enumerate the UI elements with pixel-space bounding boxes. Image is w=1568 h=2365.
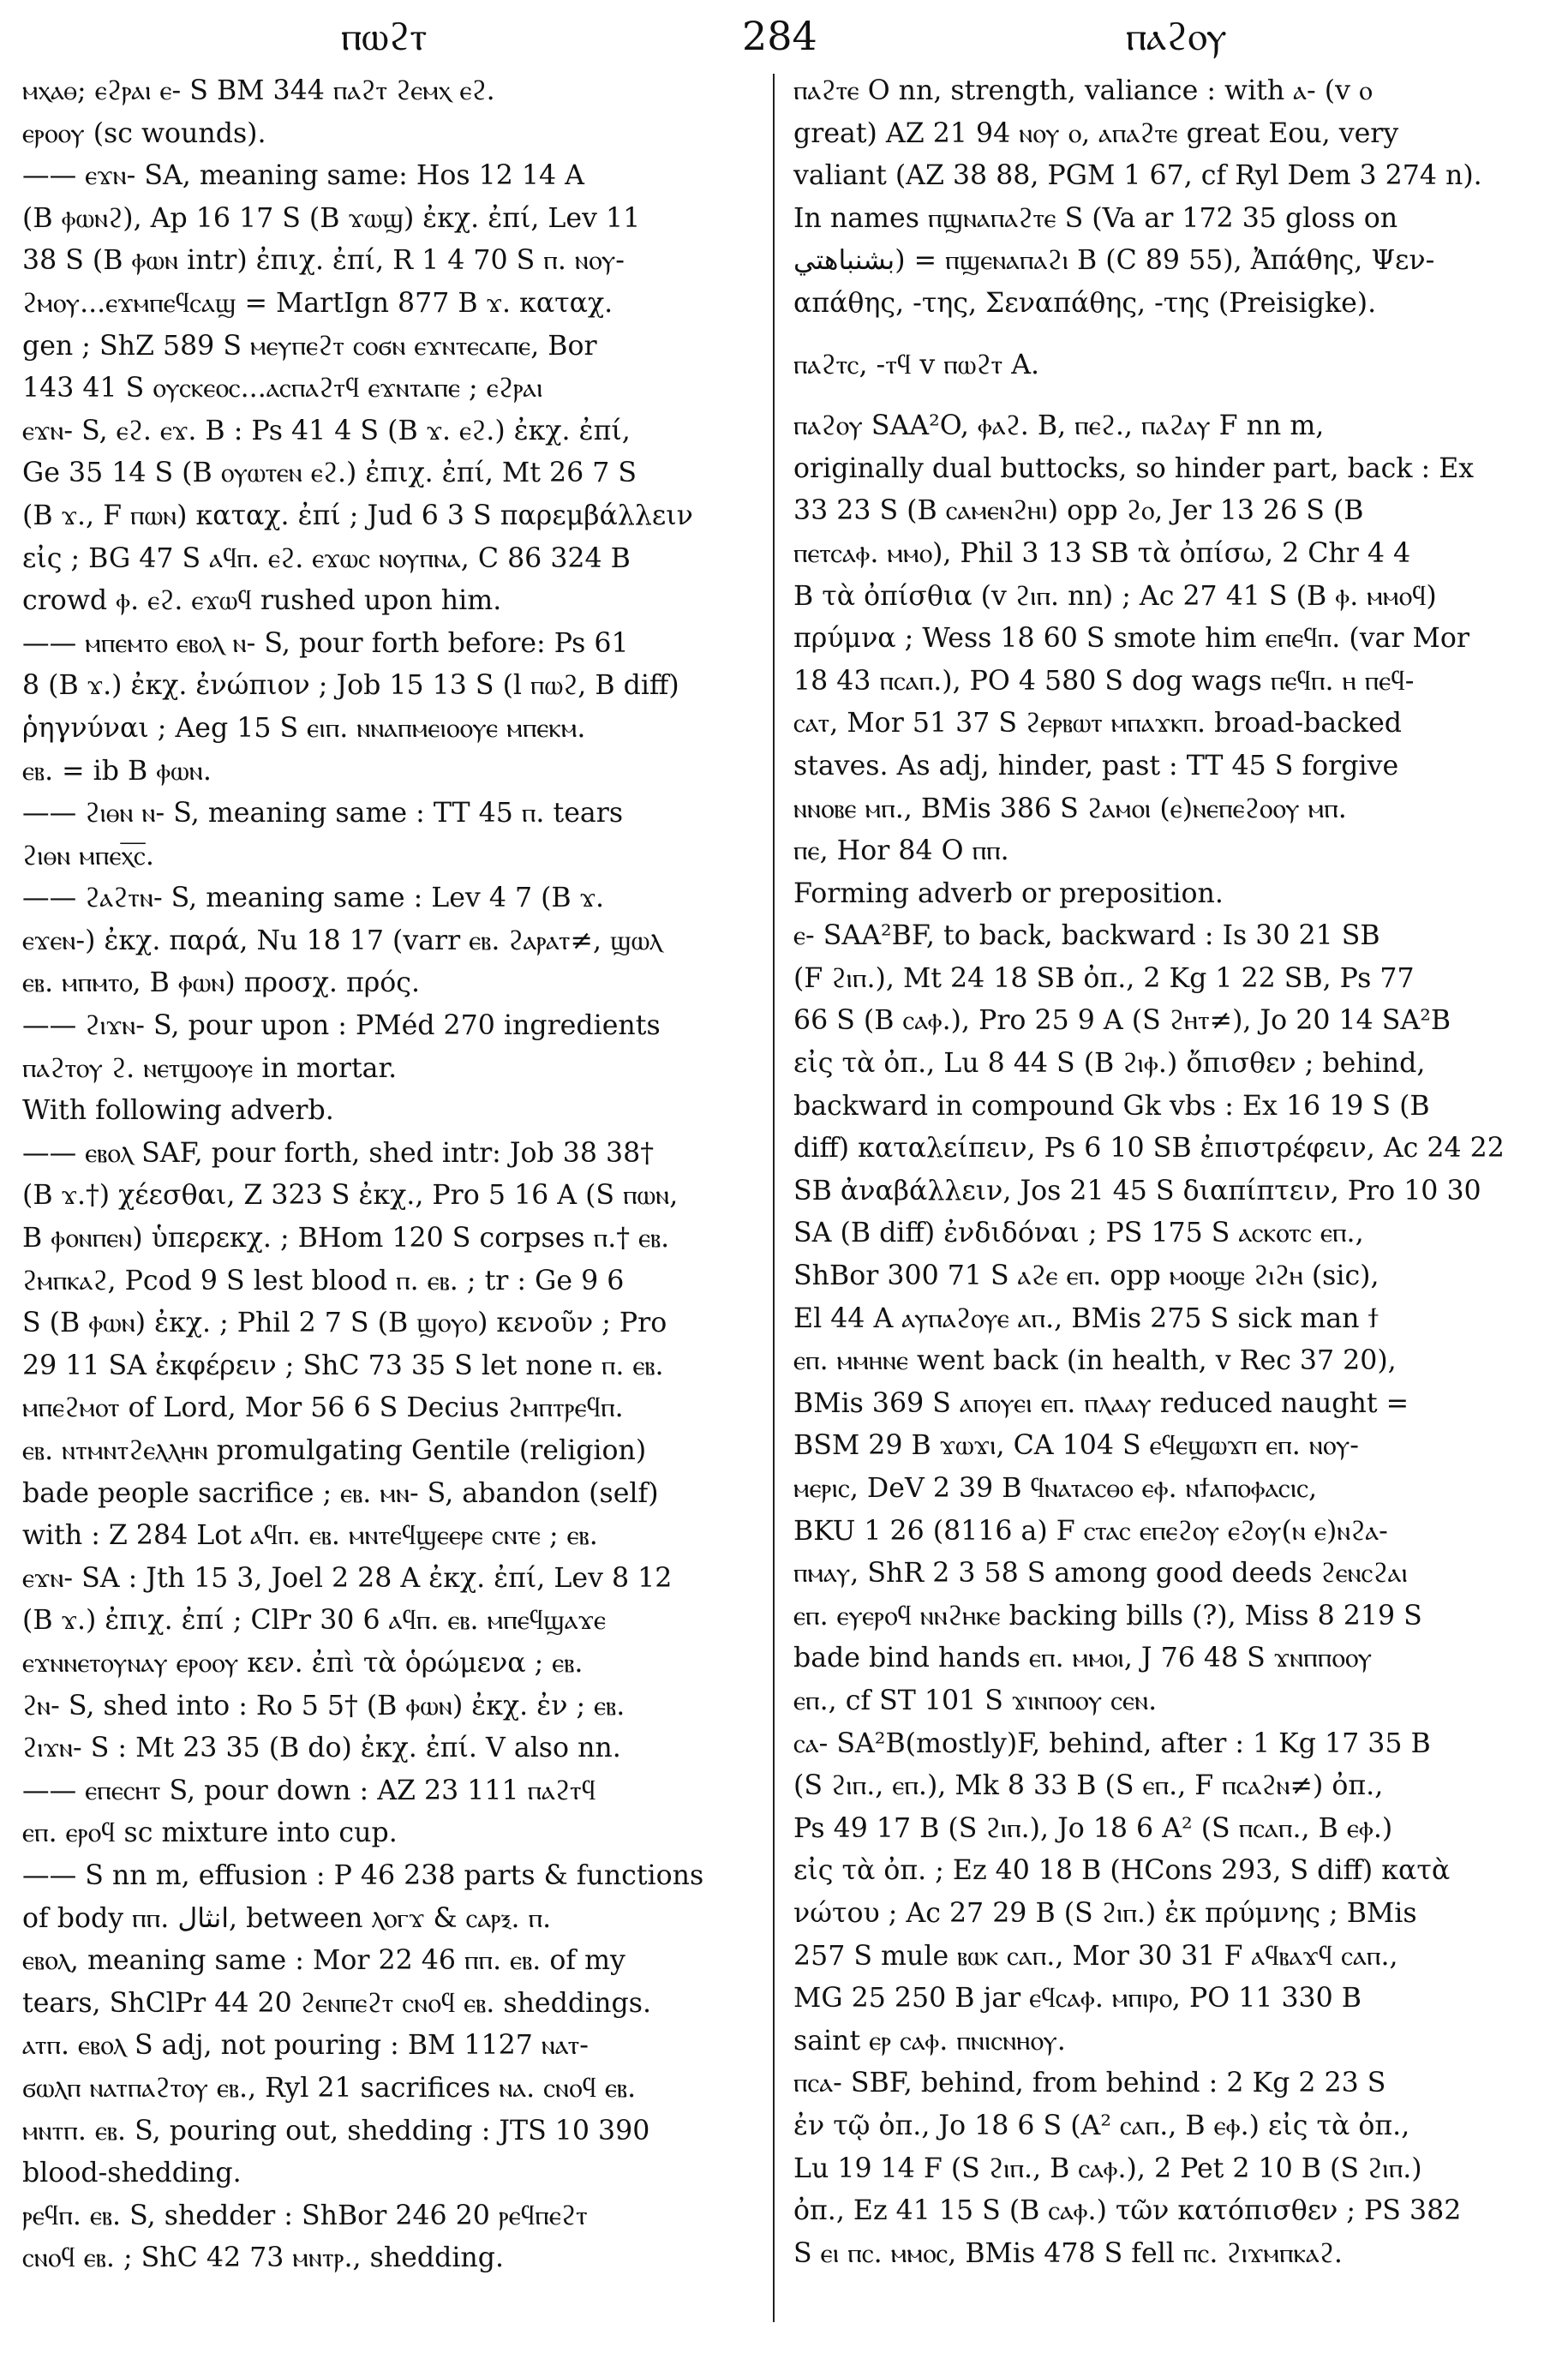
text-line: MG 25 250 B jar ⲉϥⲥⲁⲫ. ⲙⲡⲓⲣⲟ, PO 11 330 B xyxy=(793,1983,1362,2015)
text-line: valiant (AZ 38 88, PGM 1 67, cf Ryl Dem 3 274 n). xyxy=(793,160,1482,192)
text-line: with : Z 284 Lot ⲁϥⲡ. ⲉⲃ. ⲙⲛⲧⲉϥϣⲉⲉⲣⲉ ⲥⲛⲧⲉ ; ⲉⲃ. xyxy=(22,1520,598,1552)
text-line: ⲉⲡ. ⲉⲣⲟϥ sc mixture into cup. xyxy=(22,1817,398,1849)
text-line: ⲉⲣⲟⲟⲩ (sc wounds). xyxy=(22,117,266,149)
text-line: backward in compound Gk vbs : Ex 16 19 S (B xyxy=(793,1090,1430,1122)
text-line: ⲉⲃ. ⲛⲧⲙⲛⲧϩⲉⲗⲗⲏⲛ promulgating Gentile (religion) xyxy=(22,1435,647,1466)
text-line: —— ⲉⲡⲉⲥⲏⲧ S, pour down : AZ 23 111 ⲡⲁϩⲧϥ xyxy=(22,1775,596,1806)
text-line: ϩⲓⲑⲛ ⲙⲡⲉⲭ̅ⲥ̅. xyxy=(22,840,154,871)
text-line: ⲡⲁϩⲟⲩ SAA²O, ⲫⲁϩ. B, ⲡⲉϩ., ⲡⲁϩⲁⲩ F nn m, xyxy=(793,410,1325,442)
text-line: Forming adverb or preposition. xyxy=(793,877,1224,909)
text-line: ⲉⲃⲟⲗ, meaning same : Mor 22 46 ⲡⲡ. ⲉⲃ. of my xyxy=(22,1945,625,1977)
text-line: ⲛⲛⲟⲃⲉ ⲙⲡ., BMis 386 S ϩⲁⲙⲟⲓ (ⲉ)ⲛⲉⲡⲉϩⲟⲟⲩ ⲙⲡ. xyxy=(793,793,1347,824)
text-line: ἐν τῷ ὀπ., Jo 18 6 S (A² ⲥⲁⲡ., B ⲉⲫ.) εἰς τὰ ὀπ., xyxy=(793,2110,1410,2141)
text-line: (B ϫ., F ⲡⲱⲛ) καταχ. ἐπί ; Jud 6 3 S παρεμβάλλειν xyxy=(22,500,693,531)
text-line: ⲉⲡ. ⲙⲙⲏⲛⲉ went back (in health, v Rec 37 20), xyxy=(793,1345,1397,1377)
text-line: In names ⲡϣⲛⲁⲡⲁϩⲧⲉ S (Va ar 172 35 gloss on xyxy=(793,202,1398,234)
text-line: ϭⲱⲗⲡ ⲛⲁⲧⲡⲁϩⲧⲟⲩ ⲉⲃ., Ryl 21 sacrifices ⲛⲁ. ⲥⲛⲟϥ ⲉⲃ. xyxy=(22,2072,637,2104)
text-line: ⲙⲡⲉϩⲙⲟⲧ of Lord, Mor 56 6 S Decius ϩⲙⲡⲧⲣⲉϥⲡ. xyxy=(22,1392,624,1424)
running-head-right: ⲡⲁϩⲟⲩ xyxy=(1126,13,1227,59)
text-line: ⲡⲉⲧⲥⲁⲫ. ⲙⲙⲟ), Phil 3 13 SB τὰ ὀπίσω, 2 Chr 4 4 xyxy=(793,537,1411,569)
page-number: 284 xyxy=(742,13,817,59)
text-line: ⲙⲉⲣⲓⲥ, DeV 2 39 B ϥⲛⲁⲧⲁⲥⲑⲟ ⲉⲫ. ⲛϯⲁⲡⲟⲫⲁⲥⲓⲥ, xyxy=(793,1473,1318,1504)
text-line: BSM 29 B ϫⲱϫⲓ, CA 104 S ⲉϥⲉϣⲱϫⲡ ⲉⲡ. ⲛⲟⲩ- xyxy=(793,1430,1359,1462)
paragraph-gap xyxy=(793,386,1542,405)
text-line: ⲁⲧⲡ. ⲉⲃⲟⲗ S adj, not pouring : BM 1127 ⲛⲁⲧ- xyxy=(22,2030,589,2062)
text-line: Ps 49 17 B (S ϩⲓⲡ.), Jo 18 6 A² (S ⲡⲥⲁⲡ., B ⲉⲫ.) xyxy=(793,1812,1393,1844)
text-line: ⲡⲥⲁ- SBF, behind, from behind : 2 Kg 2 23 S xyxy=(793,2068,1386,2099)
text-line: νώτου ; Ac 27 29 B (S ϩⲓⲡ.) ἐκ πρύμνης ; BMis xyxy=(793,1897,1417,1929)
text-line: blood-shedding. xyxy=(22,2158,242,2189)
text-line: 33 23 S (B ⲥⲁⲙⲉⲛϩⲏⲓ) opp ϩⲟ, Jer 13 26 S (B xyxy=(793,495,1364,527)
text-line: ϩⲙⲡⲕⲁϩ, Pcod 9 S lest blood ⲡ. ⲉⲃ. ; tr : Ge 9 6 xyxy=(22,1265,625,1296)
text-line: crowd ⲫ. ⲉϩ. ⲉϫⲱϥ rushed upon him. xyxy=(22,585,502,617)
text-line: —— ϩⲓϫⲛ- S, pour upon : PMéd 270 ingredients xyxy=(22,1010,661,1042)
text-line: 257 S mule ⲃⲱⲕ ⲥⲁⲡ., Mor 30 31 F ⲁϥⲃⲁϫϥ ⲥⲁⲡ., xyxy=(793,1940,1398,1972)
text-line: Ge 35 14 S (B ⲟⲩⲱⲧⲉⲛ ⲉϩ.) ἐπιχ. ἐπί, Mt 26 7 S xyxy=(22,458,637,489)
right-column xyxy=(793,70,1542,2275)
text-line: εἰς τὰ ὀπ. ; Ez 40 18 B (HCons 293, S diff) κατὰ xyxy=(793,1855,1451,1887)
text-line: ⲉϫⲛⲛⲉⲧⲟⲩⲛⲁⲩ ⲉⲣⲟⲟⲩ κεν. ἐπὶ τὰ ὁρώμενα ; ⲉⲃ. xyxy=(22,1647,584,1679)
text-line: 66 S (B ⲥⲁⲫ.), Pro 25 9 A (S ϩⲏⲧ≠), Jo 20 14 SA²B xyxy=(793,1005,1451,1037)
text-line: ⲡⲁϩⲧⲥ, -ⲧϥ v ⲡⲱϩⲧ A. xyxy=(793,349,1040,380)
text-line: —— ⲙⲡⲉⲙⲧⲟ ⲉⲃⲟⲗ ⲛ- S, pour forth before: Ps 61 xyxy=(22,627,629,659)
text-line: 29 11 SA ἐκφέρειν ; ShC 73 35 S let none ⲡ. ⲉⲃ. xyxy=(22,1350,664,1381)
text-line: originally dual buttocks, so hinder part, back : Ex xyxy=(793,452,1475,484)
text-line: S ⲉⲓ ⲡⲥ. ⲙⲙⲟⲥ, BMis 478 S fell ⲡⲥ. ϩⲓϫⲙⲡⲕⲁϩ. xyxy=(793,2237,1343,2269)
text-line: ⲣⲉϥⲡ. ⲉⲃ. S, shedder : ShBor 246 20 ⲣⲉϥⲡⲉϩⲧ xyxy=(22,2200,588,2231)
text-line: —— S nn m, effusion : P 46 238 parts & functions xyxy=(22,1859,704,1891)
text-line: staves. As adj, hinder, past : TT 45 S forgive xyxy=(793,750,1399,781)
text-line: gen ; ShZ 589 S ⲙⲉⲩⲡⲉϩⲧ ⲥⲟϭⲛ ⲉϫⲛⲧⲉⲥⲁⲡⲉ, Bor xyxy=(22,330,597,362)
text-line: B ⲫⲟⲛⲡⲉⲛ) ὑπερεκχ. ; BHom 120 S corpses ⲡ.† ⲉⲃ. xyxy=(22,1223,670,1254)
text-line: bade bind hands ⲉⲡ. ⲙⲙⲟⲓ, J 76 48 S ϫⲛⲡⲡⲟⲟⲩ xyxy=(793,1643,1373,1674)
text-line: ⲥⲁ- SA²B(mostly)F, behind, after : 1 Kg 17 35 B xyxy=(793,1727,1431,1759)
text-line: S (B ⲫⲱⲛ) ἐκχ. ; Phil 2 7 S (B ϣⲟⲩⲟ) κενοῦν ; Pro xyxy=(22,1308,667,1339)
text-line: ϩⲛ- S, shed into : Ro 5 5† (B ⲫⲱⲛ) ἐκχ. ἐν ; ⲉⲃ. xyxy=(22,1690,625,1721)
text-line: BKU 1 26 (8116 a) F ⲥⲧⲁⲥ ⲉⲡⲉϩⲟⲩ ⲉϩⲟⲩ(ⲛ ⲉ)ⲛϩⲁ- xyxy=(793,1515,1388,1547)
text-line: —— ⲉϫⲛ- SA, meaning same: Hos 12 14 A xyxy=(22,160,584,192)
text-line: ὀπ., Ez 41 15 S (B ⲥⲁⲫ.) τῶν κατόπισθεν ; PS 382 xyxy=(793,2195,1462,2227)
text-line: ϩⲙⲟⲩ...ⲉϫⲙⲡⲉϥⲥⲁϣ = MartIgn 877 B ϫ. καταχ. xyxy=(22,287,613,319)
text-line: —— ϩⲓⲑⲛ ⲛ- S, meaning same : TT 45 ⲡ. tears xyxy=(22,798,624,829)
text-line: 143 41 S ⲟⲩⲥⲕⲉⲟⲥ...ⲁⲥⲡⲁϩⲧϥ ⲉϫⲛⲧⲁⲡⲉ ; ⲉϩⲣⲁⲓ xyxy=(22,373,543,404)
text-line: SA (B diff) ἐνδιδόναι ; PS 175 S ⲁⲥⲕⲟⲧⲥ ⲉⲡ., xyxy=(793,1218,1364,1249)
text-line: ⲉⲃ. ⲙⲡⲙⲧⲟ, B ⲫⲱⲛ) προσχ. πρός. xyxy=(22,967,421,999)
text-line: B τὰ ὀπίσθια (v ϩⲓⲡ. nn) ; Ac 27 41 S (B ⲫ. ⲙⲙⲟϥ) xyxy=(793,580,1437,612)
text-line: 38 S (B ⲫⲱⲛ intr) ἐπιχ. ἐπί, R 1 4 70 S ⲡ. ⲛⲟⲩ- xyxy=(22,245,625,277)
running-head-left: ⲡⲱϩⲧ xyxy=(341,13,428,59)
text-line: bade people sacrifice ; ⲉⲃ. ⲙⲛ- S, abandon (self) xyxy=(22,1477,659,1509)
text-line: ⲉ- SAA²BF, to back, backward : Is 30 21 SB xyxy=(793,920,1380,952)
text-line: diff) καταλείπειν, Ps 6 10 SB ἐπιστρέφειν, Ac 24 22 xyxy=(793,1133,1505,1165)
text-line: (B ϫ.) ἐπιχ. ἐπί ; ClPr 30 6 ⲁϥⲡ. ⲉⲃ. ⲙⲡⲉϥϣⲁϫⲉ xyxy=(22,1605,606,1637)
text-line: El 44 A ⲁⲩⲡⲁϩⲟⲩⲉ ⲁⲡ., BMis 275 S sick man ϯ xyxy=(793,1302,1379,1334)
text-line: great) AZ 21 94 ⲛⲟⲩ ⲟ, ⲁⲡⲁϩⲧⲉ great Eou, very xyxy=(793,117,1399,149)
column-divider xyxy=(773,74,775,2322)
text-line: ⲉⲃ. = ib B ⲫⲱⲛ. xyxy=(22,755,212,787)
text-line: —— ϩⲁϩⲧⲛ- S, meaning same : Lev 4 7 (B ϫ. xyxy=(22,883,605,914)
text-line: ϩⲓϫⲛ- S : Mt 23 35 (B do) ἐκχ. ἐπί. V also nn. xyxy=(22,1733,621,1764)
text-line: ῥηγνύναι ; Aeg 15 S ⲉⲓⲡ. ⲛⲛⲁⲡⲙⲉⲓⲟⲟⲩⲉ ⲙⲡⲉⲕⲙ. xyxy=(22,712,586,744)
text-line: SB ἀναβάλλειν, Jos 21 45 S διαπίπτειν, Pro 10 30 xyxy=(793,1175,1481,1206)
text-line: tears, ShClPr 44 20 ϩⲉⲛⲡⲉϩⲧ ⲥⲛⲟϥ ⲉⲃ. sheddings. xyxy=(22,1987,651,2019)
text-line: εἰς τὰ ὀπ., Lu 8 44 S (B ϩⲓⲫ.) ὄπισθεν ; behind, xyxy=(793,1048,1426,1080)
text-line: Lu 19 14 F (S ϩⲓⲡ., B ⲥⲁⲫ.), 2 Pet 2 10 B (S ϩⲓⲡ.) xyxy=(793,2152,1422,2184)
text-line: BMis 369 S ⲁⲡⲟⲩⲉⲓ ⲉⲡ. ⲡⲗⲁⲁⲩ reduced naught = xyxy=(793,1387,1409,1419)
text-line: ⲡⲙⲁⲩ, ShR 2 3 58 S among good deeds ϩⲉⲛⲥϩⲁⲓ xyxy=(793,1558,1408,1590)
paragraph-gap xyxy=(793,326,1542,344)
text-line: εἰς ; BG 47 S ⲁϥⲡ. ⲉϩ. ⲉϫⲱⲥ ⲛⲟⲩⲡⲛⲁ, C 86 324 B xyxy=(22,542,631,574)
text-line: ⲉϫⲛ- S, ⲉϩ. ⲉϫ. B : Ps 41 4 S (B ϫ. ⲉϩ.) ἐκχ. ἐπί, xyxy=(22,415,631,446)
text-line: ShBor 300 71 S ⲁϩⲉ ⲉⲡ. opp ⲙⲟⲟϣⲉ ϩⲓϩⲏ (sic), xyxy=(793,1260,1379,1292)
text-line: ⲙⲛⲧⲡ. ⲉⲃ. S, pouring out, shedding : JTS 10 390 xyxy=(22,2115,650,2146)
text-line: πρύμνα ; Wess 18 60 S smote him ⲉⲡⲉϥⲡ. (var Mor xyxy=(793,623,1470,655)
text-line: بشنباهتي) = ⲡϣⲉⲛⲁⲡⲁϩⲓ B (C 89 55), Ἀπάθης, Ψεν- xyxy=(793,245,1435,277)
text-line: ⲉϫⲉⲛ-) ἐκχ. παρά, Nu 18 17 (varr ⲉⲃ. ϩⲁⲣⲁⲧ≠, ϣⲱⲗ xyxy=(22,925,662,956)
text-line: ⲉⲡ. ⲉⲩⲉⲣⲟϥ ⲛⲛϩⲏⲕⲉ backing bills (?), Miss 8 219 S xyxy=(793,1600,1422,1632)
text-line: With following adverb. xyxy=(22,1095,334,1127)
text-line: 8 (B ϫ.) ἐκχ. ἐνώπιον ; Job 15 13 S (l ⲡⲱϩ, B diff) xyxy=(22,670,679,702)
text-line: 18 43 ⲡⲥⲁⲡ.), PO 4 580 S dog wags ⲡⲉϥⲡ. ⲏ ⲡⲉϥ- xyxy=(793,665,1415,697)
text-line: (B ⲫⲱⲛϩ), Ap 16 17 S (B ϫⲱϣ) ἐκχ. ἐπί, Lev 11 xyxy=(22,202,641,234)
text-line: ⲉⲡ., cf ST 101 S ϫⲓⲛⲡⲟⲟⲩ ⲥⲉⲛ. xyxy=(793,1685,1158,1716)
text-line: ⲡⲁϩⲧⲉ O nn, strength, valiance : with ⲁ- (v ⲟ xyxy=(793,75,1373,106)
text-line: ⲥⲁⲧ, Mor 51 37 S ϩⲉⲣⲃⲱⲧ ⲙⲡⲁϫⲕⲡ. broad-backed xyxy=(793,708,1402,739)
text-line: ⲥⲛⲟϥ ⲉⲃ. ; ShC 42 73 ⲙⲛⲧⲣ., shedding. xyxy=(22,2242,505,2274)
text-line: απάθης, -της, Σεναπάθης, -της (Preisigke). xyxy=(793,287,1377,319)
text-line: ⲡⲁϩⲧⲟⲩ ϩ. ⲛⲉⲧϣⲟⲟⲩⲉ in mortar. xyxy=(22,1052,398,1084)
text-line: (B ϫ.†) χέεσθαι, Z 323 S ἐκχ., Pro 5 16 A (S ⲡⲱⲛ, xyxy=(22,1180,679,1212)
text-line: (S ϩⲓⲡ., ⲉⲡ.), Mk 8 33 B (S ⲉⲡ., F ⲡⲥⲁϩⲛ≠) ὀπ., xyxy=(793,1770,1384,1802)
text-line: saint ⲉⲣ ⲥⲁⲫ. ⲡⲛⲓⲥⲛⲏⲟⲩ. xyxy=(793,2025,1066,2057)
text-line: ⲡⲉ, Hor 84 O ⲡⲡ. xyxy=(793,835,1009,867)
text-line: —— ⲉⲃⲟⲗ SAF, pour forth, shed intr: Job 38 38† xyxy=(22,1137,655,1169)
left-column xyxy=(22,70,766,2280)
text-line: (F ϩⲓⲡ.), Mt 24 18 SB ὀπ., 2 Kg 1 22 SB, Ps 77 xyxy=(793,962,1415,994)
text-line: ⲙⲭⲁⲑ; ⲉϩⲣⲁⲓ ⲉ- S BM 344 ⲡⲁϩⲧ ϩⲉⲙⲭ ⲉϩ. xyxy=(22,75,495,106)
text-line: ⲉϫⲛ- SA : Jth 15 3, Joel 2 28 A ἐκχ. ἐπί, Lev 8 12 xyxy=(22,1562,673,1594)
text-line: of body ⲡⲡ. انثال, between ⲗⲟⲅϫ & ⲥⲁⲣⲝ. ⲡ. xyxy=(22,1902,552,1934)
